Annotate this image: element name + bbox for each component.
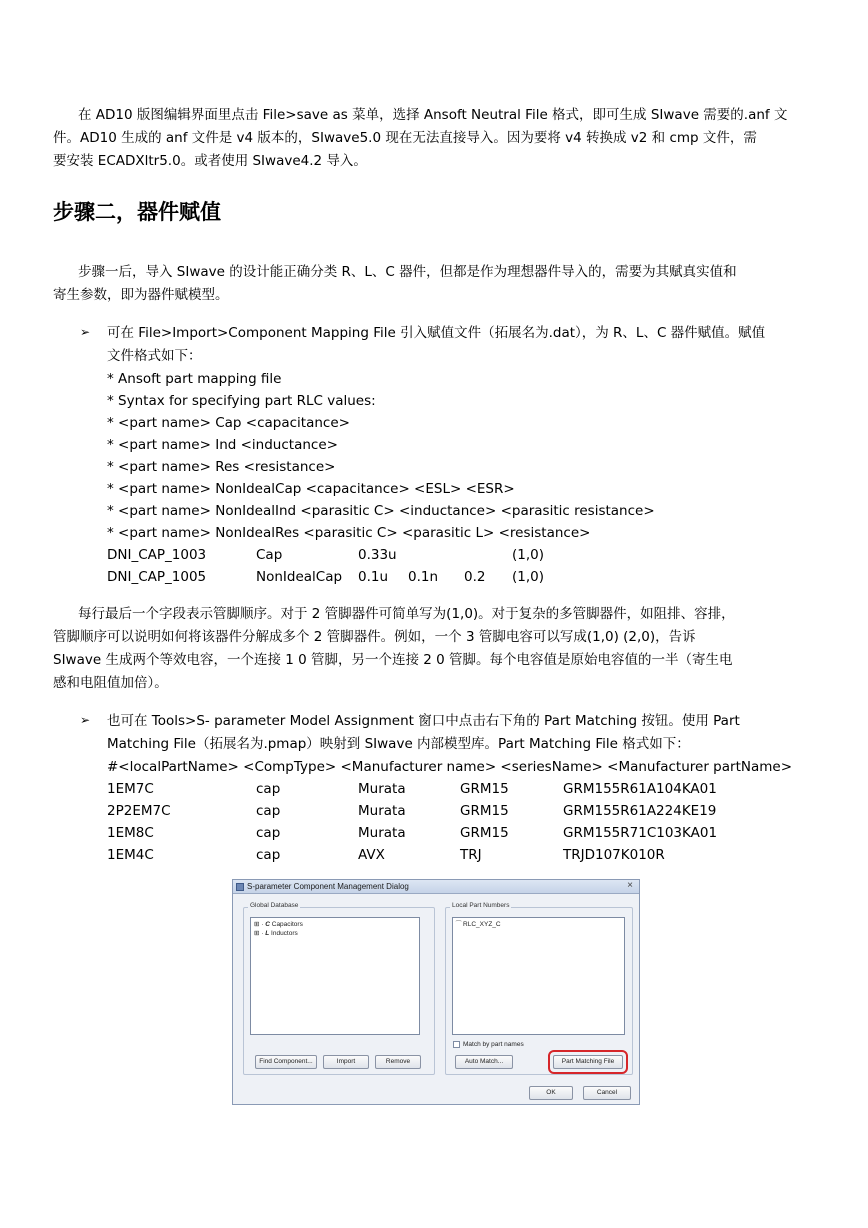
remove-button[interactable]: Remove (375, 1055, 421, 1069)
pmap-cell: GRM155R61A224KE19 (563, 803, 717, 819)
bullet1-line-1: 可在 File>Import>Component Mapping File 引入赋值文件（拓展名为.dat），为 R、L、C 器件赋值。赋值 (107, 325, 766, 341)
close-icon[interactable]: × (627, 880, 633, 891)
section-heading: 步骤二，器件赋值 (53, 200, 221, 224)
pmap-cell: cap (256, 803, 281, 819)
match-by-part-names-label: Match by part names (463, 1041, 524, 1048)
dat-cell: (1,0) (512, 569, 545, 585)
intro-line-3: 要安装 ECADXltr5.0。或者使用 SIwave4.2 导入。 (53, 153, 367, 169)
local-parts-label: Local Part Numbers (452, 902, 510, 909)
bullet1-line-2: 文件格式如下： (107, 348, 202, 364)
syntax-line: * <part name> NonIdealCap <capacitance> <ESL> <ESR> (107, 481, 515, 497)
pin-note-line-4: 感和电阻值加倍）。 (53, 675, 168, 691)
pmap-cell: cap (256, 847, 281, 863)
pmap-cell: GRM155R71C103KA01 (563, 825, 718, 841)
syntax-line: * Syntax for specifying part RLC values: (107, 393, 376, 409)
match-by-part-names-checkbox[interactable] (453, 1041, 460, 1048)
syntax-line: * Ansoft part mapping file (107, 371, 282, 387)
pmap-cell: GRM15 (460, 781, 509, 797)
intro-line-2: 件。AD10 生成的 anf 文件是 v4 版本的，SIwave5.0 现在无法直接导入。因为要将 v4 转换成 v2 和 cmp 文件，需 (53, 130, 757, 146)
syntax-line: * <part name> Cap <capacitance> (107, 415, 350, 431)
dat-cell: Cap (256, 547, 283, 563)
find-component-button[interactable]: Find Component... (255, 1055, 317, 1069)
global-database-tree[interactable] (250, 917, 420, 1035)
pmap-cell: 1EM8C (107, 825, 154, 841)
auto-match-button[interactable]: Auto Match... (455, 1055, 513, 1069)
pmap-row (0, 778, 868, 800)
syntax-line: * <part name> NonIdealInd <parasitic C> <inductance> <parasitic resistance> (107, 503, 655, 519)
pmap-cell: Murata (358, 825, 406, 841)
dat-cell: DNI_CAP_1005 (107, 569, 207, 585)
pmap-cell: TRJD107K010R (563, 847, 665, 863)
bullet-arrow-icon: ➢ (80, 713, 91, 727)
pmap-row (0, 800, 868, 822)
pmap-cell: 1EM4C (107, 847, 154, 863)
dat-cell: DNI_CAP_1003 (107, 547, 207, 563)
pin-note-line-1: 每行最后一个字段表示管脚顺序。对于 2 管脚器件可简单写为(1,0)。对于复杂的多管脚器件，如阻排、容排， (78, 606, 735, 622)
ok-button[interactable]: OK (529, 1086, 573, 1100)
s-parameter-dialog (232, 879, 640, 1105)
tree-item-label: Capacitors (271, 921, 303, 928)
syntax-line: * <part name> NonIdealRes <parasitic C> <parasitic L> <resistance> (107, 525, 591, 541)
tree-item-inductors[interactable] (254, 929, 298, 937)
pin-note-line-3: SIwave 生成两个等效电容，一个连接 1 0 管脚，另一个连接 2 0 管脚。每个电容值是原始电容值的一半（寄生电 (53, 652, 733, 668)
dat-row (0, 544, 868, 566)
dialog-title: S-parameter Component Management Dialog (247, 882, 409, 891)
pmap-cell: Murata (358, 781, 406, 797)
cancel-button[interactable]: Cancel (583, 1086, 631, 1100)
dialog-titlebar (233, 880, 639, 894)
dat-cell: (1,0) (512, 547, 545, 563)
tree-item-capacitors[interactable] (254, 920, 303, 928)
pmap-cell: cap (256, 825, 281, 841)
pmap-cell: TRJ (460, 847, 482, 863)
global-database-label: Global Database (250, 902, 299, 909)
pmap-cell: cap (256, 781, 281, 797)
part-matching-file-button[interactable]: Part Matching File (553, 1055, 623, 1069)
dat-cell: 0.1u (358, 569, 389, 585)
inductor-icon: L (265, 930, 270, 937)
pmap-cell: GRM15 (460, 825, 509, 841)
pmap-cell: GRM155R61A104KA01 (563, 781, 717, 797)
dat-cell: 0.33u (358, 547, 397, 563)
bullet2-line-2: Matching File（拓展名为.pmap）映射到 SIwave 内部模型库。Part Matching File 格式如下： (107, 736, 690, 752)
local-parts-list[interactable] (452, 917, 625, 1035)
part-icon: ⁀ (456, 921, 464, 928)
bullet2-line-1: 也可在 Tools>S- parameter Model Assignment 窗口中点击右下角的 Part Matching 按钮。使用 Part (107, 713, 740, 729)
import-button[interactable]: Import (323, 1055, 369, 1069)
expand-icon[interactable]: ⊞ · (254, 930, 264, 937)
pmap-cell: 1EM7C (107, 781, 154, 797)
dat-row (0, 566, 868, 588)
pin-note-line-2: 管脚顺序可以说明如何将该器件分解成多个 2 管脚器件。例如，一个 3 管脚电容可以写成(1,0) (2,0)，告诉 (53, 629, 696, 645)
capacitor-icon: C (265, 921, 270, 928)
bullet-arrow-icon: ➢ (80, 325, 91, 339)
pmap-row (0, 844, 868, 866)
local-part-item[interactable] (456, 920, 501, 928)
step-intro-line-2: 寄生参数，即为器件赋模型。 (53, 287, 229, 303)
step-intro-line-1: 步骤一后，导入 SIwave 的设计能正确分类 R、L、C 器件，但都是作为理想器件导入的，需要为其赋真实值和 (78, 264, 737, 280)
dat-cell: NonIdealCap (256, 569, 343, 585)
dat-cell: 0.1n (408, 569, 439, 585)
syntax-line: * <part name> Ind <inductance> (107, 437, 338, 453)
intro-line-1: 在 AD10 版图编辑界面里点击 File>save as 菜单，选择 Ansoft Neutral File 格式，即可生成 SIwave 需要的.anf 文 (78, 107, 788, 123)
tree-item-label: Inductors (271, 930, 298, 937)
pmap-row (0, 822, 868, 844)
pmap-cell: AVX (358, 847, 385, 863)
syntax-line: * <part name> Res <resistance> (107, 459, 336, 475)
dat-cell: 0.2 (464, 569, 486, 585)
pmap-cell: Murata (358, 803, 406, 819)
local-part-label: RLC_XYZ_C (463, 921, 501, 928)
highlight-circle (548, 1050, 628, 1074)
pmap-header: #<localPartName> <CompType> <Manufacturer name> <seriesName> <Manufacturer partName> (107, 759, 793, 775)
pmap-cell: 2P2EM7C (107, 803, 171, 819)
expand-icon[interactable]: ⊞ · (254, 921, 264, 928)
app-icon (236, 883, 244, 891)
pmap-cell: GRM15 (460, 803, 509, 819)
